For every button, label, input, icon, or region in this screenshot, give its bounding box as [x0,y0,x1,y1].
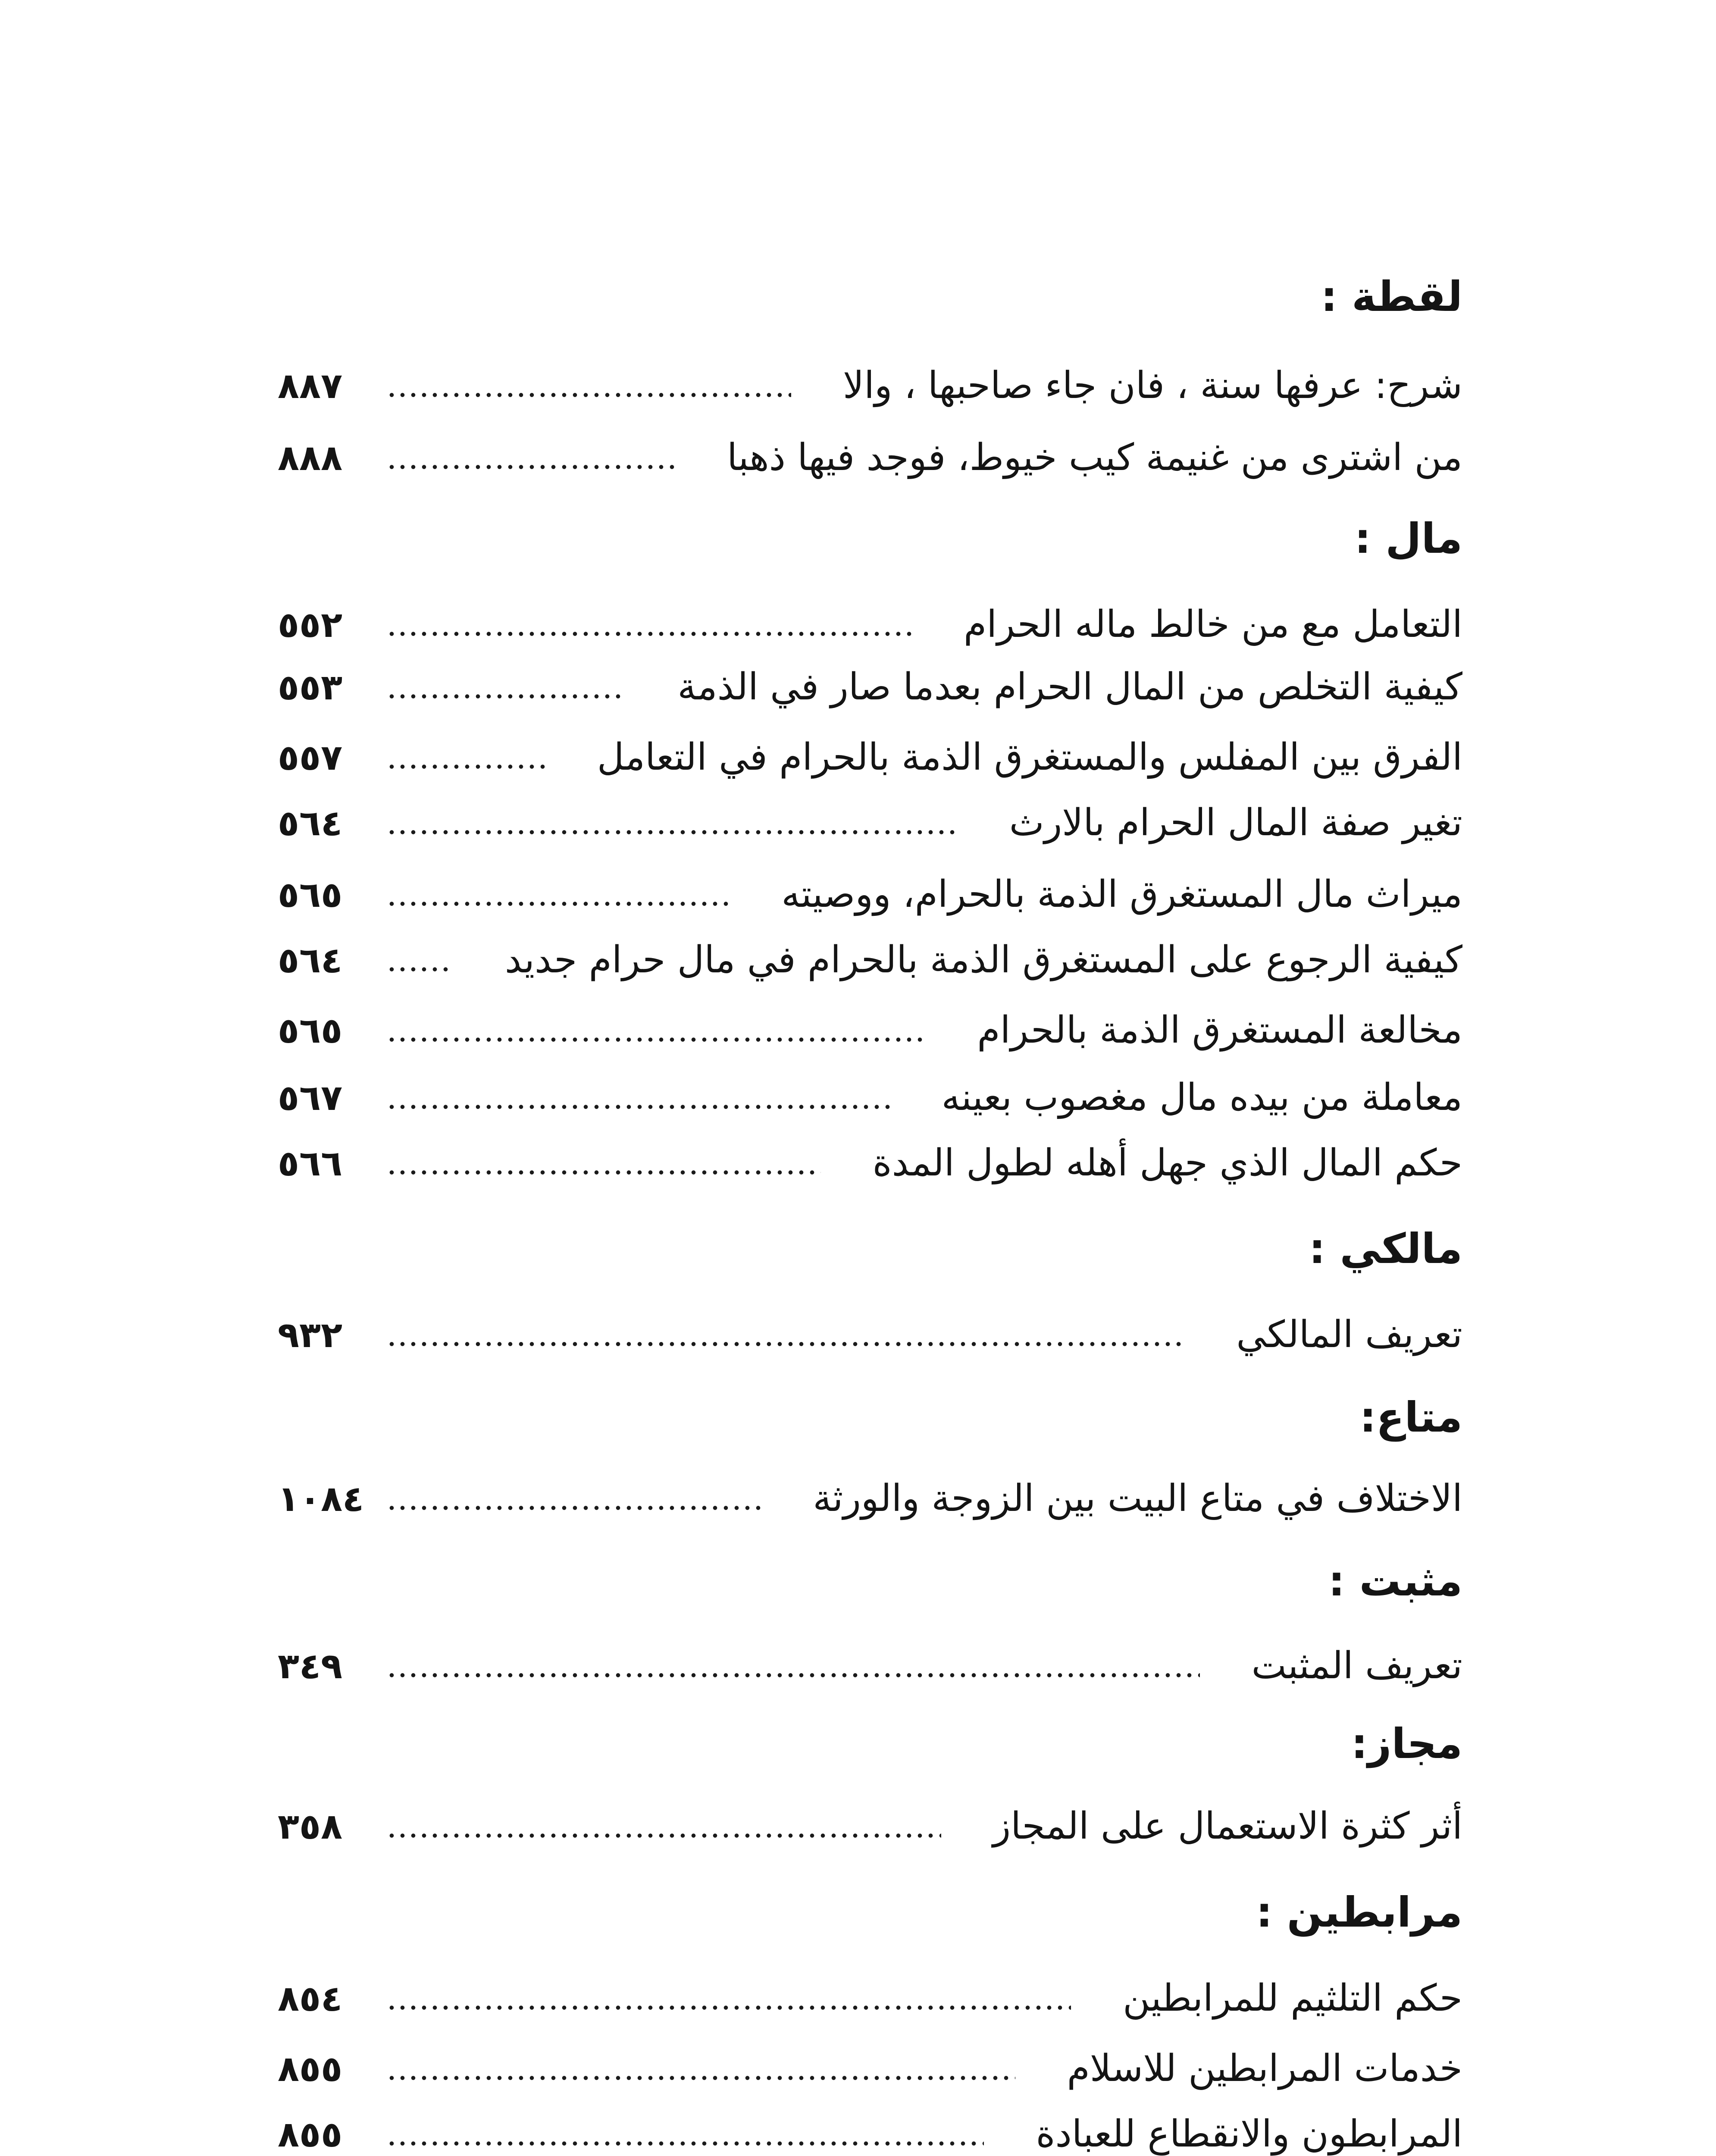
dot-leader [386,2005,1071,2011]
dot-leader [386,1037,925,1043]
index-entry [278,1307,1462,1363]
section-heading: مرابطين : [1256,1888,1462,1937]
entry-page-number: ٥٦٧ [278,1078,343,1119]
section-heading: مجاز: [1351,1720,1462,1768]
entry-page-number: ٨٥٤ [278,1978,343,2019]
entry-page-number: ٨٥٥ [278,2049,343,2090]
index-entry [278,1069,1462,1125]
index-entry [278,1135,1462,1191]
dot-leader [386,1341,1184,1347]
index-entry [278,729,1462,785]
entry-page-number: ٥٥٢ [278,605,343,646]
entry-page-number: ٥٦٦ [278,1143,343,1184]
entry-page-number: ٥٦٤ [278,803,343,844]
section-heading: مالكي : [1309,1225,1462,1273]
index-entry [278,2040,1462,2096]
dot-leader [386,901,730,907]
index-entry [278,2106,1462,2156]
entry-page-number: ١٠٨٤ [278,1479,364,1520]
index-entry [278,866,1462,922]
dot-leader [386,1833,941,1839]
entry-title: ميراث مال المستغرق الذمة بالحرام، ووصيته [781,873,1462,916]
entry-page-number: ٨٨٨ [278,438,343,479]
dot-leader [386,1169,821,1175]
entry-title: مخالعة المستغرق الذمة بالحرام [977,1009,1462,1052]
dot-leader [386,2140,984,2147]
entry-page-number: ٩٣٢ [278,1315,343,1356]
section-heading: مثبت : [1328,1557,1462,1605]
entry-page-number: ٣٤٩ [278,1646,343,1687]
index-entry [278,1638,1462,1694]
index-entry [278,429,1462,486]
index-entry [278,795,1462,851]
dot-leader [386,1505,761,1511]
dot-leader [386,631,912,637]
entry-title: تعريف المثبت [1251,1644,1462,1687]
entry-title: كيفية التخلص من المال الحرام بعدما صار في الذمة [677,665,1462,708]
entry-title: تغير صفة المال الحرام بالارث [1009,801,1462,844]
entry-title: معاملة من بيده مال مغصوب بعينه [941,1076,1462,1119]
entry-title: كيفية الرجوع على المستغرق الذمة بالحرام في مال حرام جديد [504,938,1462,981]
entry-title: أثر كثرة الاستعمال على المجاز [993,1805,1462,1848]
section-heading: متاع: [1359,1393,1462,1442]
section-heading: لقطة : [1321,273,1462,321]
entry-page-number: ٣٥٨ [278,1806,343,1847]
entry-page-number: ٨٨٧ [278,366,343,407]
dot-leader [386,1672,1200,1678]
index-entry [278,596,1462,652]
entry-title: التعامل مع من خالط ماله الحرام [964,603,1462,646]
dot-leader [386,392,791,398]
entry-page-number: ٥٦٥ [278,874,343,915]
entry-title: المرابطون والانقطاع للعبادة [1036,2112,1462,2156]
dot-leader [386,829,958,835]
section-heading: مال : [1354,514,1462,563]
dot-leader [386,966,453,972]
dot-leader [386,464,675,470]
entry-title: حكم التلثيم للمرابطين [1123,1977,1462,2020]
entry-page-number: ٥٥٧ [278,737,343,778]
entry-title: تعريف المالكي [1236,1313,1462,1356]
index-entry [278,1002,1462,1058]
entry-title: حكم المال الذي جهل أهله لطول المدة [872,1141,1462,1185]
entry-page-number: ٥٦٥ [278,1010,343,1051]
entry-title: من اشترى من غنيمة كيب خيوط، فوجد فيها ذهبا [727,436,1462,479]
entry-title: شرح: عرفها سنة ، فان جاء صاحبها ، والا [843,364,1462,407]
dot-leader [386,764,545,770]
entry-title: الفرق بين المفلس والمستغرق الذمة بالحرام في التعامل [597,736,1462,779]
entry-page-number: ٨٥٥ [278,2114,343,2155]
index-entry [278,357,1462,414]
entry-title: خدمات المرابطين للاسلام [1067,2047,1462,2090]
entry-title: الاختلاف في متاع البيت بين الزوجة والورثة [813,1477,1462,1520]
index-entry [278,1470,1462,1526]
dot-leader [386,2075,1015,2081]
dot-leader [386,1104,890,1110]
dot-leader [386,693,626,699]
entry-page-number: ٥٥٣ [278,667,343,708]
index-entry [278,659,1462,715]
index-entry [278,1970,1462,2026]
index-entry [278,932,1462,988]
index-entry [278,1798,1462,1854]
entry-page-number: ٥٦٤ [278,940,343,981]
